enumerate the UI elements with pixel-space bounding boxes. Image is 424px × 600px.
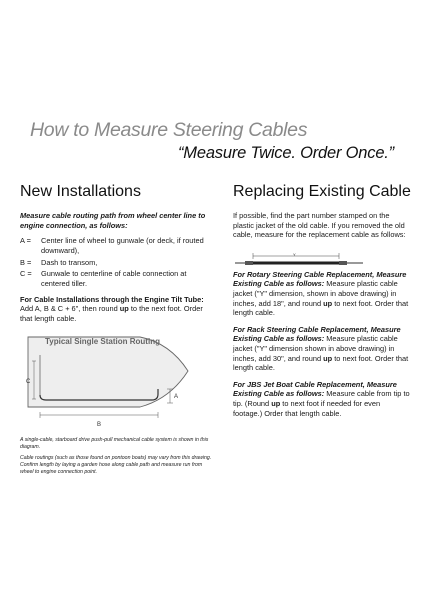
- cable-drawing: [233, 250, 373, 270]
- page-subtitle: “Measure Twice. Order Once.”: [178, 144, 394, 162]
- definition-a: [20, 236, 214, 255]
- tilt-text-part: Add A, B & C + 6", then round: [20, 304, 120, 314]
- rotary-text-part: Measure plastic cable jacket ("Y" dimension, shown in above drawing) in inches, add 18", and round: [233, 279, 398, 308]
- jbs-text-part: Measure cable from tip to tip. (Round: [233, 389, 410, 408]
- definition-text: Center line of wheel to gunwale (or deck, if routed downward),: [41, 236, 204, 255]
- jbs-up-word: up: [271, 398, 281, 408]
- rack-text-part: Measure plastic cable jacket ("Y" dimension shown in above drawing) in inches, add 30", and round: [233, 334, 398, 363]
- diagram-caption: A single-cable, starboard drive push-pull mechanical cable system is shown in this diagram.: [20, 437, 209, 451]
- rack-text-part: to next foot. Order that length cable.: [233, 353, 409, 373]
- tilt-tube-heading: For Cable Installations through the Engine Tilt Tube:: [20, 294, 204, 304]
- jbs-text-part: to next foot if needed for even footage.) Order that length cable.: [233, 398, 381, 418]
- rack-up-word: up: [323, 353, 333, 363]
- cable-jacket-figure: [233, 250, 373, 270]
- jbs-instructions: [233, 380, 411, 418]
- diagram-title: Typical Single Station Routing: [45, 337, 160, 347]
- new-installations-intro: Measure cable routing path from wheel center line to engine connection, as follows:: [20, 211, 206, 230]
- routing-diagram: [20, 333, 190, 431]
- new-installations-heading: New Installations: [20, 183, 141, 200]
- boat-outline-drawing: [20, 333, 190, 431]
- definition-text: Dash to transom,: [41, 257, 98, 267]
- definition-key: A =: [20, 236, 31, 246]
- new-installations-section: [20, 183, 214, 475]
- tilt-text-part: to the next foot. Order that length cable.: [20, 304, 203, 323]
- rotary-text-part: to next foot. Order that length cable.: [233, 298, 409, 318]
- label-a: A: [174, 394, 179, 401]
- definition-b: [20, 258, 214, 268]
- definition-key: C =: [20, 269, 32, 279]
- rotary-instructions: [233, 270, 411, 318]
- replacing-cable-heading: Replacing Existing Cable: [233, 183, 411, 200]
- replacing-cable-section: [233, 183, 411, 425]
- definition-c: [20, 269, 214, 288]
- label-c: C: [26, 379, 31, 386]
- rack-heading: For Rack Steering Cable Replacement, Measure Existing Cable as follows:: [233, 324, 401, 344]
- measurement-definitions: [20, 236, 214, 288]
- y-dimension-label: Y: [293, 251, 296, 257]
- tilt-tube-text: [20, 304, 214, 323]
- replacing-cable-intro: If possible, find the part number stamped on the plastic jacket of the old cable. If you removed the old cable, measure for the replacement cable as follows:: [233, 211, 406, 240]
- definition-key: B =: [20, 257, 32, 267]
- rotary-up-word: up: [323, 298, 333, 308]
- label-b: B: [97, 422, 102, 429]
- rack-instructions: [233, 325, 411, 373]
- rotary-heading: For Rotary Steering Cable Replacement, Measure Existing Cable as follows:: [233, 269, 407, 289]
- tilt-up-word: up: [119, 304, 129, 314]
- definition-text: Gunwale to centerline of cable connection at centered tiller.: [41, 269, 187, 288]
- routing-note: Cable routings (such as those found on pontoon boats) may vary from this drawing. Confirm length by laying a garden hose along cable path and measure run from wheel to engine connection point.: [20, 454, 212, 475]
- page-title: How to Measure Steering Cables: [30, 119, 308, 141]
- jbs-heading: For JBS Jet Boat Cable Replacement, Measure Existing Cable as follows:: [233, 379, 397, 399]
